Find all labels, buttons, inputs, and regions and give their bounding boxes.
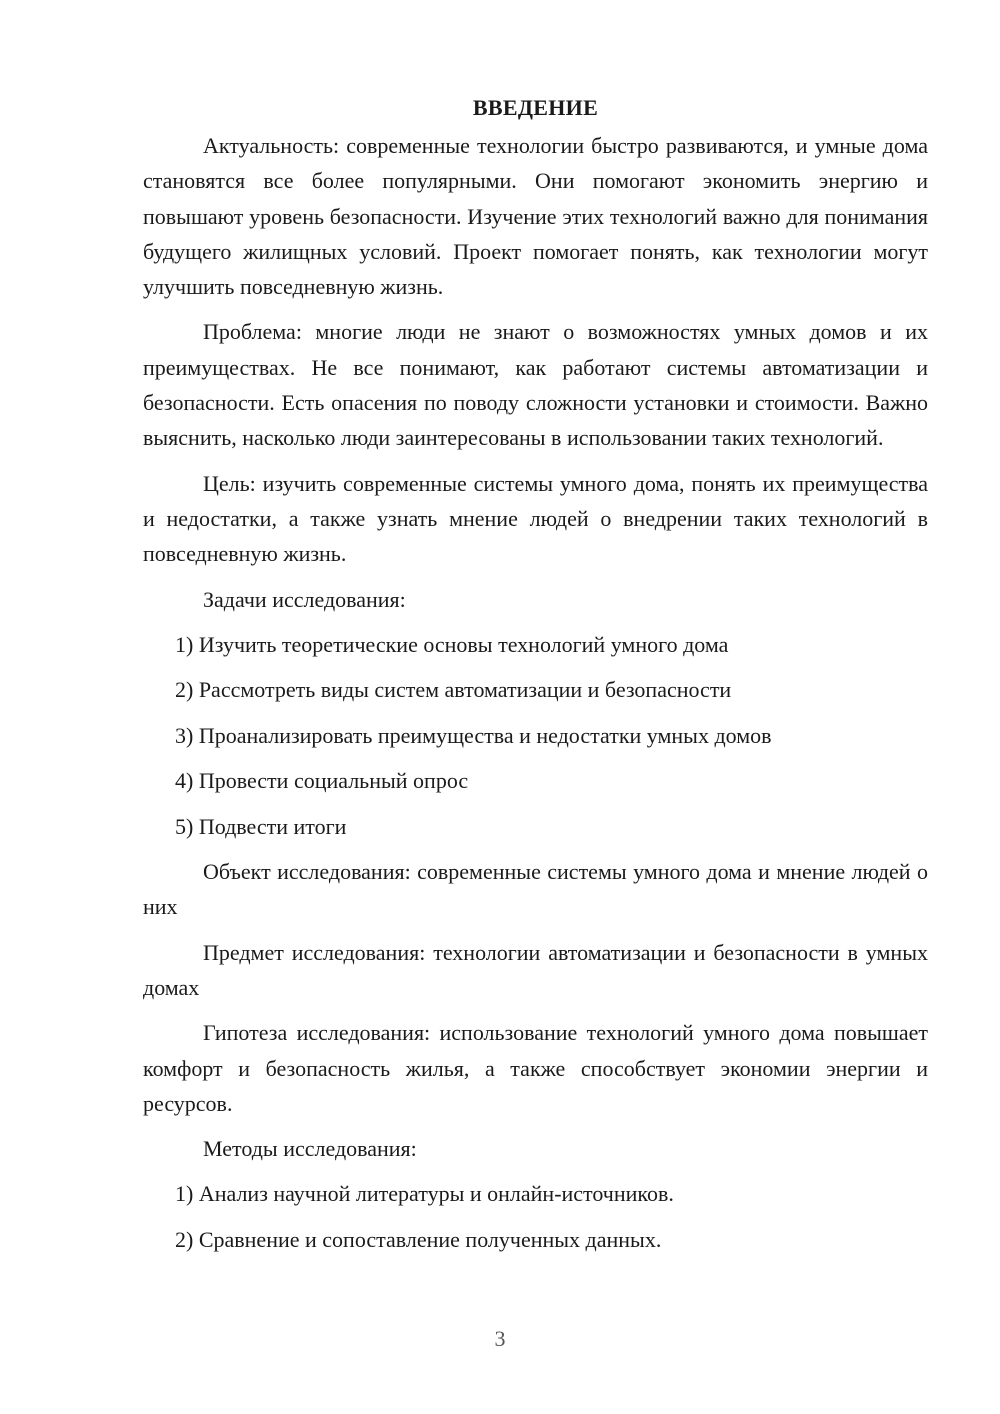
list-item: 1) Изучить теоретические основы технологий умного дома [175,631,729,657]
list-item: 2) Сравнение и сопоставление полученных данных. [175,1226,662,1252]
page-number: 3 [494,1326,506,1351]
problem-paragraph: Проблема: многие люди не знают о возможностях умных домов и их преимуществах. Не все понимают, как работают системы автоматизации и безопасности. Есть опасения по поводу сложности установки и стоимости. Важно выяснить, насколько люди заинтересованы в использовании таких технологий. [143,319,928,451]
goal-paragraph: Цель: изучить современные системы умного дома, понять их преимущества и недостатки, а также узнать мнение людей о внедрении таких технологий в повседневную жизнь. [143,470,928,567]
methods-label: Методы исследования: [203,1136,417,1162]
list-item: 4) Провести социальный опрос [175,768,469,794]
relevance-paragraph: Актуальность: современные технологии быстро развиваются, и умные дома становятся все более популярными. Они помогают экономить энергию и повышают уровень безопасности. Изучение этих технологий важно для понимания будущего жилищных условий. Проект помогает понять, как технологии могут улучшить повседневную жизнь. [143,133,928,300]
list-item: 5) Подвести итоги [175,813,347,839]
section-title: ВВЕДЕНИЕ [472,95,599,120]
object-paragraph: Объект исследования: современные системы умного дома и мнение людей о них [143,859,928,920]
subject-paragraph: Предмет исследования: технологии автоматизации и безопасности в умных домах [143,939,928,1000]
tasks-list [143,627,928,844]
hypothesis-paragraph: Гипотеза исследования: использование технологий умного дома повышает комфорт и безопасность жилья, а также способствует экономии энергии и ресурсов. [143,1020,928,1116]
tasks-label: Задачи исследования: [203,586,406,612]
list-item: 1) Анализ научной литературы и онлайн-источников. [175,1181,674,1207]
list-item: 2) Рассмотреть виды систем автоматизации и безопасности [175,677,732,703]
methods-list [143,1176,928,1257]
list-item: 3) Проанализировать преимущества и недостатки умных домов [175,722,772,748]
